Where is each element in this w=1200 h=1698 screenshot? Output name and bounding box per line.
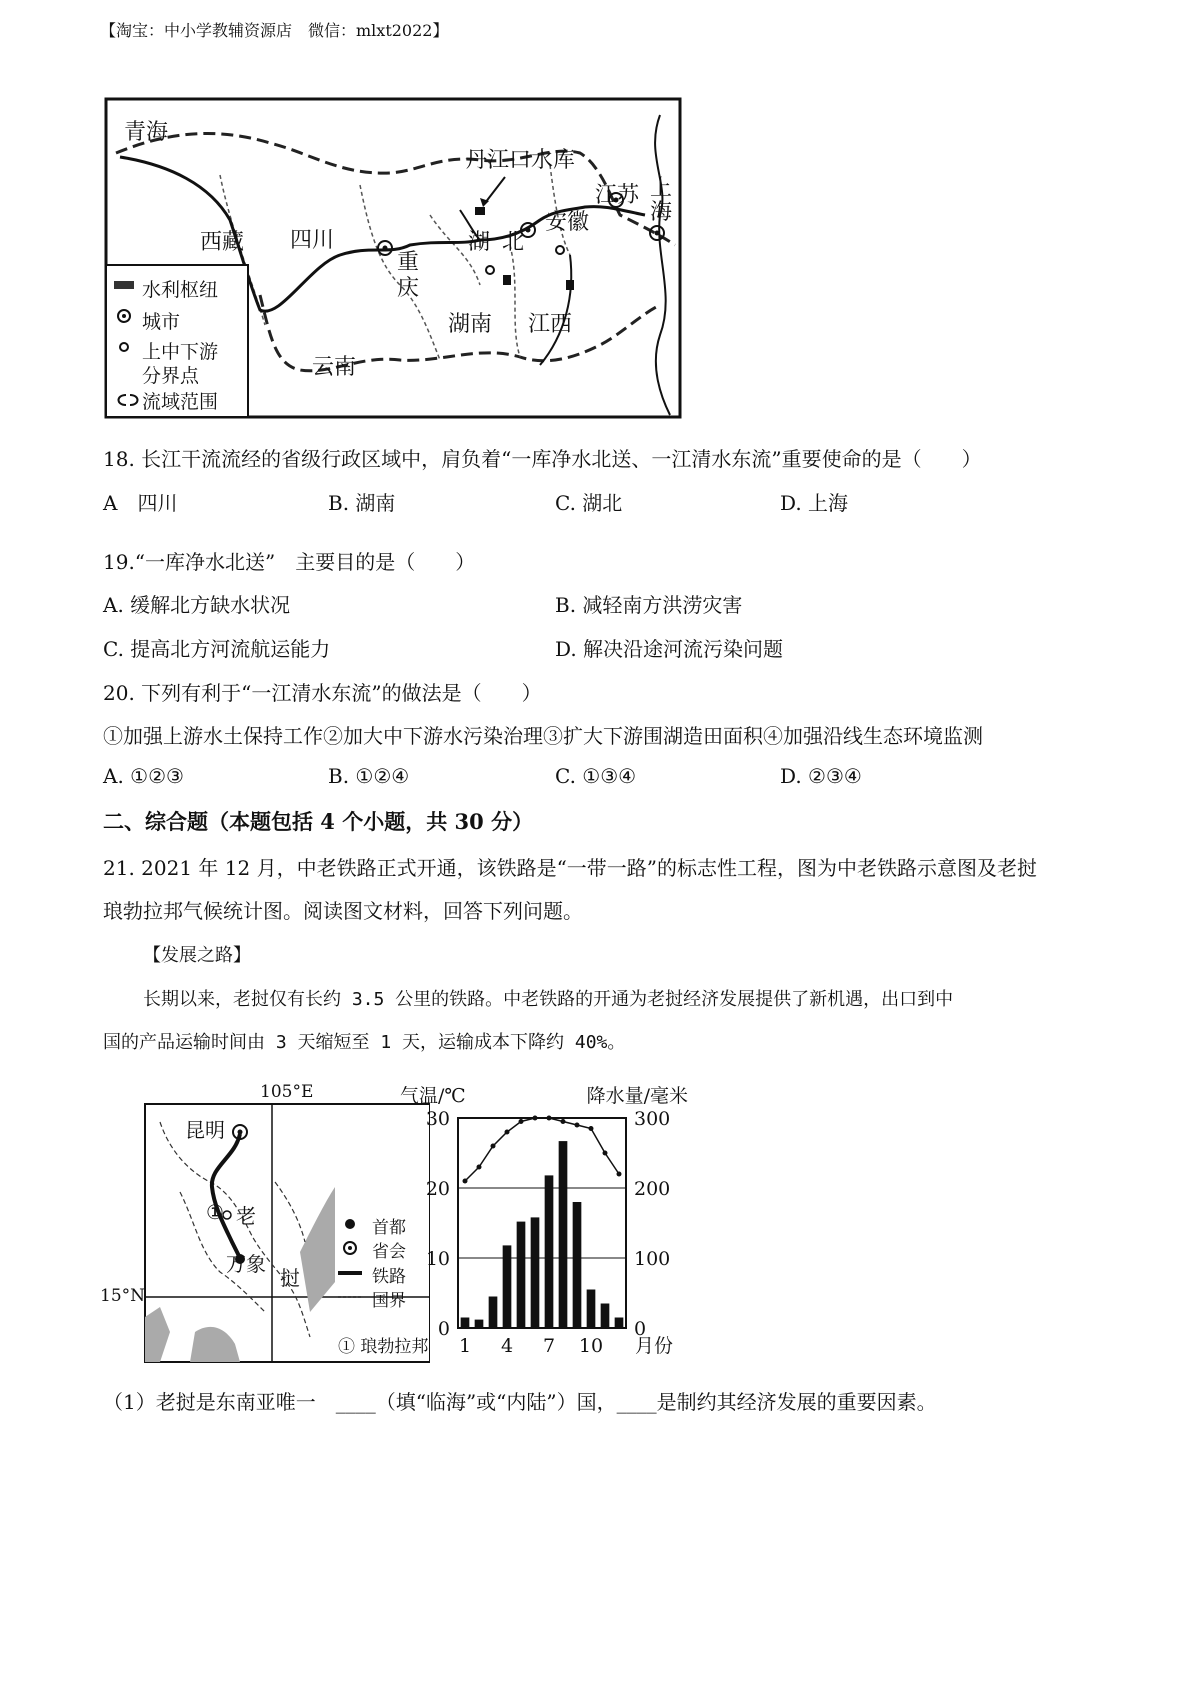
right-tick-label: 300 — [634, 1108, 671, 1130]
material-line2: 国的产品运输时间由 3 天缩短至 1 天，运输成本下降约 40%。 — [103, 1032, 626, 1053]
precip-bar — [517, 1222, 526, 1328]
map2-legend-provincial: 省会 — [372, 1242, 406, 1262]
precip-bar — [559, 1141, 568, 1328]
temperature-point — [603, 1151, 608, 1156]
q18-stem: 18. 长江干流流经的省级行政区域中，肩负着“一库净水北送、一江清水东流”重要使命的是（ ） — [103, 447, 982, 471]
right-tick-label: 200 — [634, 1178, 671, 1200]
map2-lon-label: 105°E — [260, 1082, 314, 1102]
q20-option-b[interactable]: B. ①②④ — [328, 764, 410, 788]
map-label-danjiangkou: 丹江口水库 — [465, 148, 576, 173]
map-label-jiangsu: 江苏 — [595, 183, 640, 208]
map-label-qinghai: 青海 — [124, 120, 169, 145]
temperature-point — [547, 1116, 552, 1121]
precip-bar — [545, 1175, 554, 1328]
q21-stem-line2: 琅勃拉邦气候统计图。阅读图文材料，回答下列问题。 — [103, 899, 583, 923]
map-label-shanghai-1: 上 — [650, 176, 673, 201]
climate-chart — [400, 1078, 690, 1360]
map2-legend-railway: 铁路 — [372, 1267, 406, 1287]
right-tick-label: 0 — [634, 1318, 647, 1340]
section-2-title: 二、综合题（本题包括 4 个小题，共 30 分） — [103, 809, 534, 834]
q20-option-d[interactable]: D. ②③④ — [780, 764, 862, 788]
precip-bar — [615, 1318, 624, 1329]
map2-lat-label: 15°N — [100, 1286, 146, 1306]
precip-bar — [489, 1297, 498, 1329]
x-tick-label: 10 — [578, 1335, 604, 1357]
left-axis-label: 气温/℃ — [400, 1085, 466, 1107]
q20-items: ①加强上游水土保持工作②加大中下游水污染治理③扩大下游围湖造田面积④加强沿线生态环境监测 — [103, 724, 983, 748]
legend-city: 城市 — [142, 311, 181, 333]
x-tick-label: 4 — [500, 1335, 514, 1357]
q21-sub1: （1）老挝是东南亚唯一 ____（填“临海”或“内陆”）国，____是制约其经济发展的重要因素。 — [103, 1390, 937, 1414]
temperature-line — [465, 1118, 619, 1181]
x-tick-label: 1 — [458, 1335, 472, 1357]
q19-option-d[interactable]: D. 解决沿途河流污染问题 — [555, 637, 784, 661]
map-label-chongqing-2: 庆 — [397, 276, 420, 301]
left-tick-label: 30 — [425, 1108, 450, 1130]
map2-circle1-label: ① — [206, 1200, 224, 1224]
x-tick-label: 7 — [542, 1335, 556, 1357]
map2-lao-label: 老 — [236, 1204, 256, 1228]
right-axis-label: 降水量/毫米 — [586, 1085, 688, 1107]
q18-option-d[interactable]: D. 上海 — [780, 491, 849, 515]
map-label-yunnan: 云南 — [312, 355, 357, 380]
precip-bar — [573, 1202, 582, 1328]
q21-stem-line1: 21. 2021 年 12 月，中老铁路正式开通，该铁路是“一带一路”的标志性工程，图为中老铁路示意图及老挝 — [103, 856, 1038, 880]
precip-bar — [461, 1318, 470, 1329]
legend-basin: 流域范围 — [142, 391, 219, 413]
temperature-point — [491, 1144, 496, 1149]
q19-option-c[interactable]: C. 提高北方河流航运能力 — [103, 637, 331, 661]
temperature-point — [477, 1165, 482, 1170]
q19-option-b[interactable]: B. 减轻南方洪涝灾害 — [555, 593, 743, 617]
chart-plot-frame — [458, 1118, 626, 1328]
map2-wo-label: 挝 — [280, 1266, 300, 1290]
x-axis-label: 月份 — [634, 1335, 674, 1357]
q19-stem: 19.“一库净水北送” 主要目的是（ ） — [103, 550, 476, 574]
q20-option-a[interactable]: A. ①②③ — [103, 764, 184, 788]
temperature-point — [533, 1116, 538, 1121]
map2-legend-capital: 首都 — [372, 1218, 406, 1238]
legend-boundary-1: 上中下游 — [142, 341, 219, 363]
q18-option-b[interactable]: B. 湖南 — [328, 491, 396, 515]
precip-bar — [503, 1245, 512, 1328]
temperature-point — [589, 1126, 594, 1131]
material-title: 【发展之路】 — [143, 945, 251, 966]
map2-legend-border: 国界 — [372, 1291, 406, 1311]
map-label-anhui: 安徽 — [545, 210, 590, 235]
q20-option-c[interactable]: C. ①③④ — [555, 764, 637, 788]
temperature-point — [575, 1123, 580, 1128]
map-label-hubei-2: 北 — [502, 230, 525, 255]
header-watermark: 【淘宝：中小学教辅资源店 微信：mlxt2022】 — [100, 21, 449, 40]
right-tick-label: 100 — [634, 1248, 671, 1270]
map-label-sichuan: 四川 — [290, 228, 335, 253]
precip-bar — [587, 1290, 596, 1329]
precip-bar — [531, 1217, 540, 1328]
map-label-hunan: 湖南 — [448, 312, 493, 337]
precip-bar — [601, 1304, 610, 1329]
material-line1: 长期以来，老挝仅有长约 3.5 公里的铁路。中老铁路的开通为老挝经济发展提供了新机遇，出口到中 — [143, 989, 954, 1010]
temperature-point — [617, 1172, 622, 1177]
precip-bar — [475, 1320, 484, 1328]
temperature-point — [561, 1119, 566, 1124]
map-label-jiangxi: 江西 — [528, 312, 573, 337]
left-tick-label: 10 — [425, 1248, 450, 1270]
map2-legend-luang: ① 琅勃拉邦 — [338, 1337, 429, 1357]
map2-vientiane-label: 万象 — [226, 1252, 266, 1276]
map2-kunming-label: 昆明 — [185, 1118, 225, 1142]
legend-boundary-2: 分界点 — [142, 365, 200, 387]
q18-option-a[interactable]: A 四川 — [103, 491, 178, 515]
temperature-point — [463, 1179, 468, 1184]
q18-option-c[interactable]: C. 湖北 — [555, 491, 623, 515]
left-tick-label: 0 — [437, 1318, 450, 1340]
map-label-xizang: 西藏 — [200, 230, 245, 255]
map-label-hubei-1: 湖 — [468, 230, 491, 255]
q20-stem: 20. 下列有利于“一江清水东流”的做法是（ ） — [103, 681, 542, 705]
map-label-chongqing-1: 重 — [397, 250, 420, 275]
temperature-point — [505, 1130, 510, 1135]
map-label-shanghai-2: 海 — [650, 200, 673, 225]
left-tick-label: 20 — [425, 1178, 450, 1200]
legend-hub: 水利枢纽 — [142, 279, 219, 301]
q19-option-a[interactable]: A. 缓解北方缺水状况 — [103, 593, 291, 617]
temperature-point — [519, 1119, 524, 1124]
